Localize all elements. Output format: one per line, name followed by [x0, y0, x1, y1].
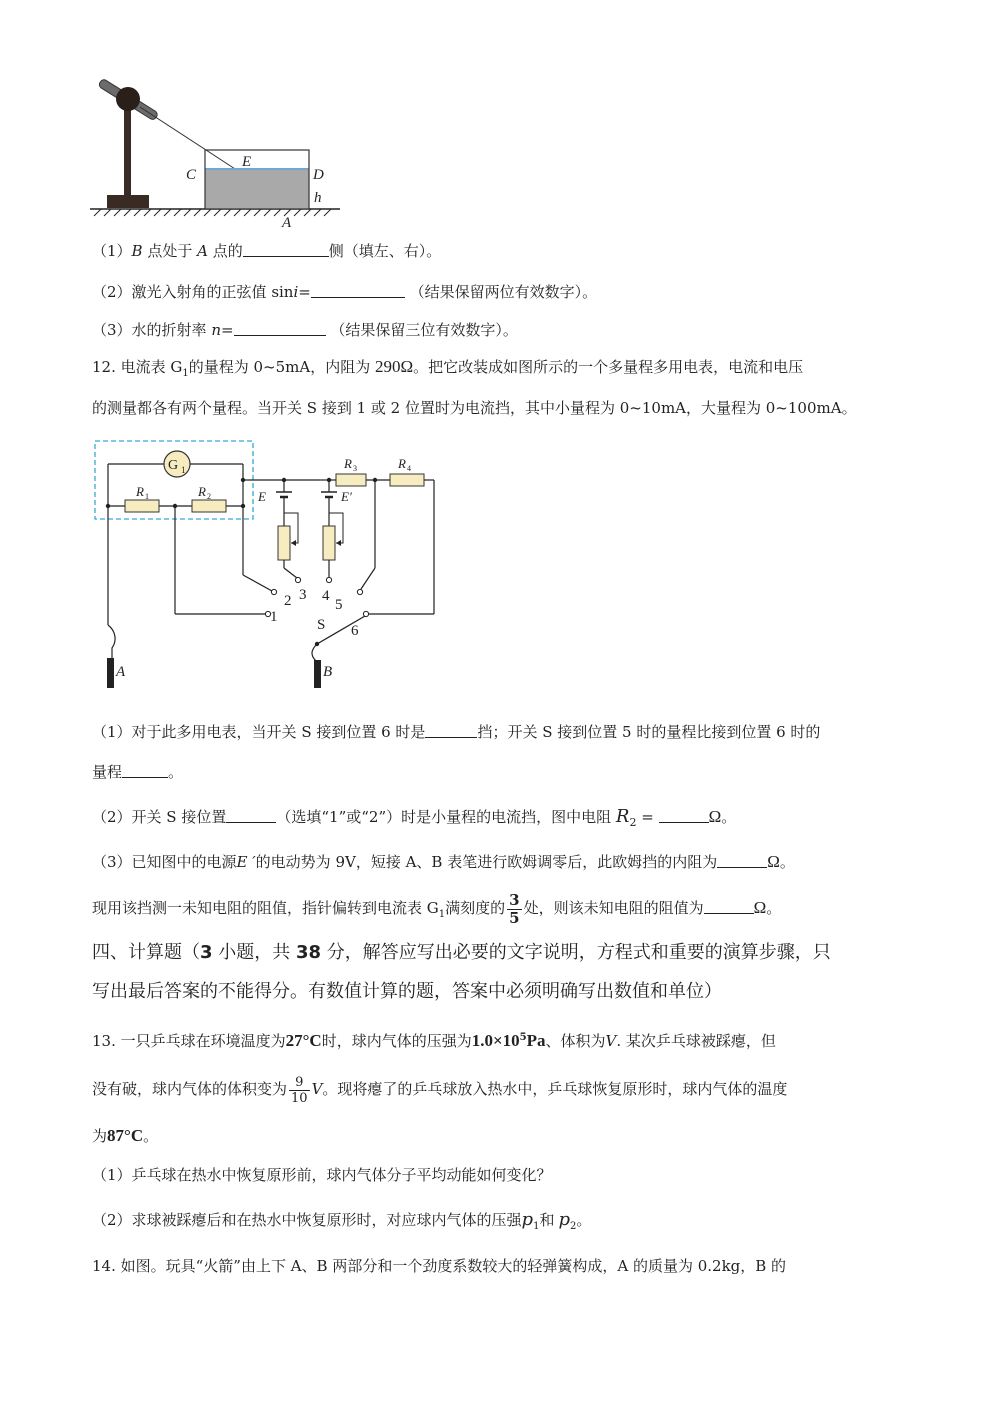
probe-b [314, 660, 321, 688]
q12-stem-line2: 的测量都各有两个量程。当开关 S 接到 1 或 2 位置时为电流挡，其中小量程为 0~10mA，大量程为 0~100mA。 [92, 399, 857, 417]
svg-text:4: 4 [407, 464, 411, 473]
e-label: E [258, 489, 266, 504]
probe-a-label: A [116, 664, 126, 680]
answer-blank[interactable] [425, 723, 477, 738]
label-A: A [282, 215, 292, 231]
laser-tank-figure [90, 78, 350, 233]
e-prime-label: E′ [341, 489, 352, 504]
q13-part1: （1）乒乓球在热水中恢复原形前，球内气体分子平均动能如何变化？ [92, 1166, 552, 1184]
q12-stem-line1: 12. 电流表 $G_1$的量程为 0~5mA，内阻为 290Ω。把它改装成如图所示的一个多量程多用电表，电流和电压 [92, 357, 804, 379]
answer-blank[interactable] [704, 899, 754, 914]
svg-text:5: 5 [335, 597, 343, 613]
label-C: C [186, 167, 197, 183]
svg-text:4: 4 [322, 588, 330, 604]
r4-label: R [398, 456, 406, 471]
label-E: E [242, 154, 252, 170]
g1-label: G [168, 458, 179, 473]
q13-stem-line1: 13. 一只乒乓球在环境温度为27°C时，球内气体的压强为$1.0\times 10^5Pa$、体积为V. 某次乒乓球被踩瘪，但 [92, 1031, 776, 1050]
svg-text:2: 2 [207, 492, 211, 501]
r3-label: R [344, 456, 352, 471]
svg-text:1: 1 [181, 465, 186, 475]
q11-part2: （2）激光入射角的正弦值 sini= （结果保留两位有效数字）。 [92, 283, 598, 301]
multimeter-circuit-diagram [92, 438, 452, 703]
probe-a [107, 658, 114, 688]
q13-part2: （2）求球被踩瘪后和在热水中恢复原形时，对应球内气体的压强$p_1$和 $p_2$。 [92, 1209, 592, 1232]
section4-heading-line2: 写出最后答案的不能得分。有数值计算的题，答案中必须明确写出数值和单位） [92, 981, 722, 1002]
q12-part3-line1: （3）已知图中的电源E ′的电动势为 9V，短接 A、B 表笔进行欧姆调零后，此欧姆挡的内阻为 Ω。 [92, 852, 795, 871]
q12-part1-line1: （1）对于此多用电表，当开关 S 接到位置 6 时是 挡；开关 S 接到位置 5 时的量程比接到位置 6 时的 [92, 723, 821, 741]
q12-part2: （2）开关 S 接位置 （选填“1”或“2”）时是小量程的电流挡，图中电阻 $R_2 = \Omega$。 [92, 806, 737, 829]
switch-s-label: S [317, 617, 326, 633]
svg-text:3: 3 [353, 464, 357, 473]
q12-part3-line2: 现用该挡测一未知电阻的阻值，指针偏转到电流表 $G_1$满刻度的 $\frac{3}{5}$ 处，则该未知电阻的阻值为 Ω。 [92, 890, 782, 927]
label-h: h [314, 190, 322, 206]
label-D: D [313, 167, 324, 183]
section4-heading-line1: 四、计算题（3 小题，共 38 分，解答应写出必要的文字说明，方程式和重要的演算步骤，只 [92, 942, 831, 963]
svg-text:2: 2 [284, 593, 292, 609]
q11-part3: （3）水的折射率 n= （结果保留三位有效数字）。 [92, 321, 518, 339]
answer-blank[interactable] [234, 321, 326, 336]
answer-blank[interactable] [243, 242, 329, 257]
r2-label: R [198, 484, 206, 499]
probe-b-label: B [323, 664, 333, 680]
r1-label: R [136, 484, 144, 499]
svg-text:1: 1 [145, 492, 149, 501]
answer-blank[interactable] [122, 763, 168, 778]
q12-part1-line2: 量程 。 [92, 763, 184, 781]
svg-text:6: 6 [351, 623, 359, 639]
svg-text:1: 1 [270, 609, 278, 625]
q13-stem-line3: 为87°C。 [92, 1126, 159, 1145]
q11-part1: （1）B 点处于 A 点的 侧（填左、右）。 [92, 242, 442, 260]
answer-blank[interactable] [659, 808, 709, 823]
svg-text:3: 3 [299, 587, 307, 603]
answer-blank[interactable] [226, 808, 276, 823]
q14-stem-line1: 14. 如图。玩具“火箭”由上下 A、B 两部分和一个劲度系数较大的轻弹簧构成，A 的质量为 0.2kg，B 的 [92, 1257, 787, 1275]
answer-blank[interactable] [717, 853, 767, 868]
answer-blank[interactable] [311, 283, 405, 298]
q13-stem-line2: 没有破，球内气体的体积变为 $\frac{9}{10}$ V。现将瘪了的乒乓球放入热水中，乒乓球恢复原形时，球内气体的温度 [92, 1074, 788, 1106]
